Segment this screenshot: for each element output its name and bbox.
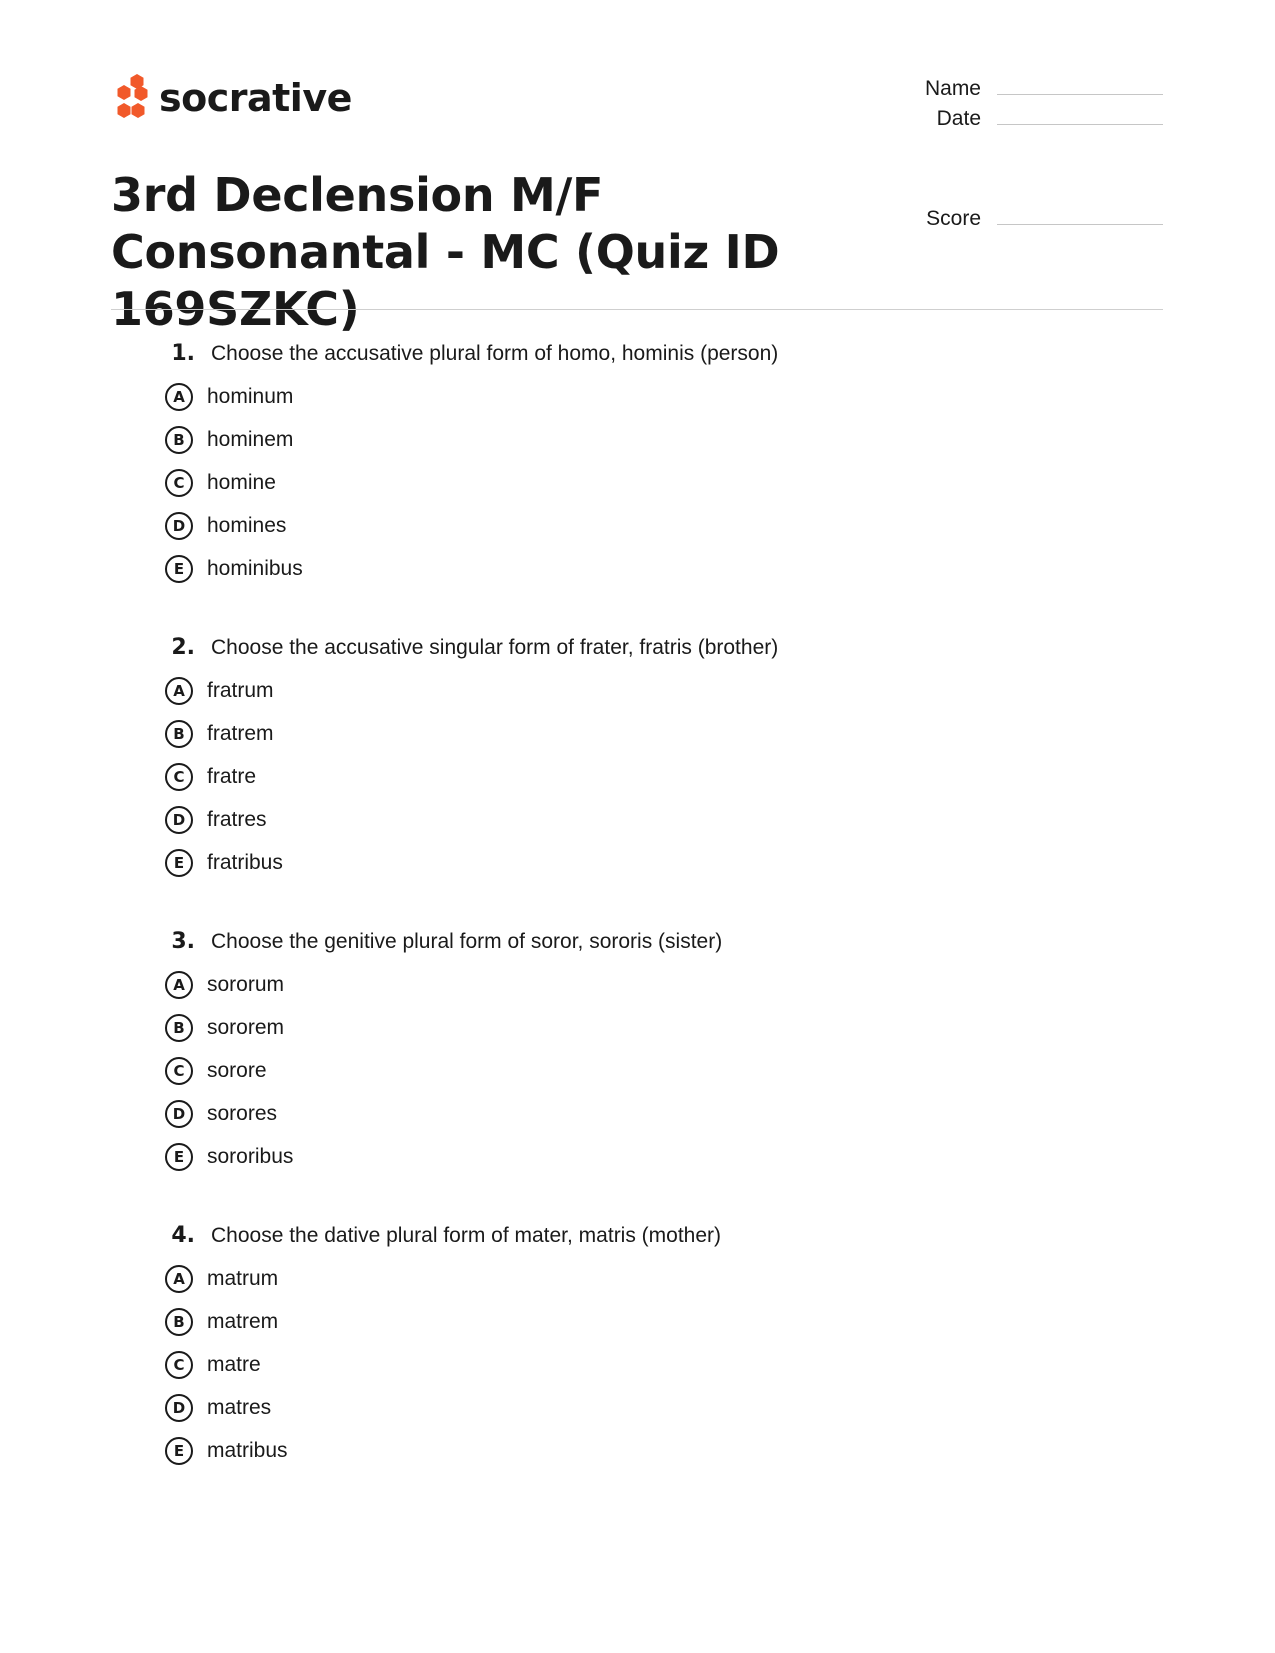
- choice-c[interactable]: [165, 1049, 1065, 1092]
- choice-b[interactable]: [165, 1300, 1065, 1343]
- choice-text: matrum: [207, 1266, 279, 1290]
- choice-text: fratrum: [207, 678, 274, 702]
- choice-a[interactable]: [165, 963, 1065, 1006]
- choice-bubble[interactable]: D: [165, 512, 193, 540]
- question-1: [165, 341, 1065, 590]
- choice-bubble[interactable]: B: [165, 720, 193, 748]
- brand-name: socrative: [159, 76, 352, 120]
- name-label: Name: [924, 77, 981, 100]
- choice-bubble[interactable]: E: [165, 1143, 193, 1171]
- choice-bubble[interactable]: A: [165, 383, 193, 411]
- question-2: [165, 635, 1065, 884]
- choice-b[interactable]: [165, 712, 1065, 755]
- score-field[interactable]: [880, 208, 1163, 229]
- question-text: Choose the genitive plural form of soror, sororis (sister): [211, 930, 723, 953]
- choice-bubble[interactable]: E: [165, 849, 193, 877]
- hexagon-cluster-icon: [111, 73, 151, 123]
- date-label: Date: [936, 107, 981, 130]
- question-3: [165, 929, 1065, 1178]
- question-header: [165, 341, 1065, 375]
- quiz-title: 3rd Declension M/F Consonantal - MC (Quiz ID 169SZKC): [111, 168, 780, 336]
- choice-bubble[interactable]: D: [165, 1100, 193, 1128]
- choice-text: hominibus: [207, 556, 303, 580]
- header-divider: [111, 309, 1163, 310]
- question-text: Choose the accusative singular form of frater, fratris (brother): [211, 636, 779, 659]
- choice-text: sorore: [207, 1058, 267, 1082]
- choice-e[interactable]: [165, 1429, 1065, 1472]
- choice-text: hominem: [207, 427, 294, 451]
- question-number: 1.: [171, 341, 195, 366]
- choice-text: fratre: [207, 764, 257, 788]
- choice-text: fratres: [207, 807, 267, 831]
- choice-d[interactable]: [165, 1092, 1065, 1135]
- choice-text: fratrem: [207, 721, 274, 745]
- question-number: 3.: [171, 929, 195, 954]
- score-line[interactable]: [997, 224, 1163, 225]
- choice-bubble[interactable]: C: [165, 763, 193, 791]
- name-line[interactable]: [997, 94, 1163, 95]
- choice-bubble[interactable]: A: [165, 677, 193, 705]
- socrative-logo: [111, 72, 352, 124]
- question-text: Choose the accusative plural form of homo, hominis (person): [211, 342, 779, 365]
- question-number: 2.: [171, 635, 195, 660]
- choice-bubble[interactable]: A: [165, 971, 193, 999]
- question-header: [165, 929, 1065, 963]
- choice-text: fratribus: [207, 850, 283, 874]
- choice-text: matres: [207, 1395, 272, 1419]
- choice-e[interactable]: [165, 547, 1065, 590]
- choice-text: matre: [207, 1352, 261, 1376]
- question-header: [165, 1223, 1065, 1257]
- choice-text: sorores: [207, 1101, 278, 1125]
- choice-a[interactable]: [165, 1257, 1065, 1300]
- choice-text: sororum: [207, 972, 285, 996]
- choice-e[interactable]: [165, 1135, 1065, 1178]
- choice-c[interactable]: [165, 1343, 1065, 1386]
- choice-bubble[interactable]: B: [165, 426, 193, 454]
- question-number: 4.: [171, 1223, 195, 1248]
- date-field[interactable]: [880, 108, 1163, 129]
- choice-text: matrem: [207, 1309, 279, 1333]
- choice-bubble[interactable]: D: [165, 806, 193, 834]
- question-text: Choose the dative plural form of mater, matris (mother): [211, 1224, 722, 1247]
- choice-bubble[interactable]: E: [165, 555, 193, 583]
- choice-e[interactable]: [165, 841, 1065, 884]
- choice-c[interactable]: [165, 755, 1065, 798]
- question-header: [165, 635, 1065, 669]
- choice-b[interactable]: [165, 418, 1065, 461]
- score-label: Score: [926, 207, 981, 230]
- choice-c[interactable]: [165, 461, 1065, 504]
- choice-text: sororem: [207, 1015, 285, 1039]
- choice-d[interactable]: [165, 504, 1065, 547]
- choice-text: sororibus: [207, 1144, 294, 1168]
- choice-text: matribus: [207, 1438, 288, 1462]
- choice-bubble[interactable]: E: [165, 1437, 193, 1465]
- choice-text: homines: [207, 513, 287, 537]
- choice-text: homine: [207, 470, 276, 494]
- choice-bubble[interactable]: D: [165, 1394, 193, 1422]
- question-4: [165, 1223, 1065, 1472]
- choice-text: hominum: [207, 384, 294, 408]
- choice-bubble[interactable]: C: [165, 1057, 193, 1085]
- choice-a[interactable]: [165, 375, 1065, 418]
- choice-d[interactable]: [165, 1386, 1065, 1429]
- choice-a[interactable]: [165, 669, 1065, 712]
- date-line[interactable]: [997, 124, 1163, 125]
- choice-d[interactable]: [165, 798, 1065, 841]
- choice-bubble[interactable]: C: [165, 469, 193, 497]
- choice-b[interactable]: [165, 1006, 1065, 1049]
- choice-bubble[interactable]: B: [165, 1308, 193, 1336]
- name-field[interactable]: [880, 78, 1163, 99]
- choice-bubble[interactable]: B: [165, 1014, 193, 1042]
- choice-bubble[interactable]: A: [165, 1265, 193, 1293]
- choice-bubble[interactable]: C: [165, 1351, 193, 1379]
